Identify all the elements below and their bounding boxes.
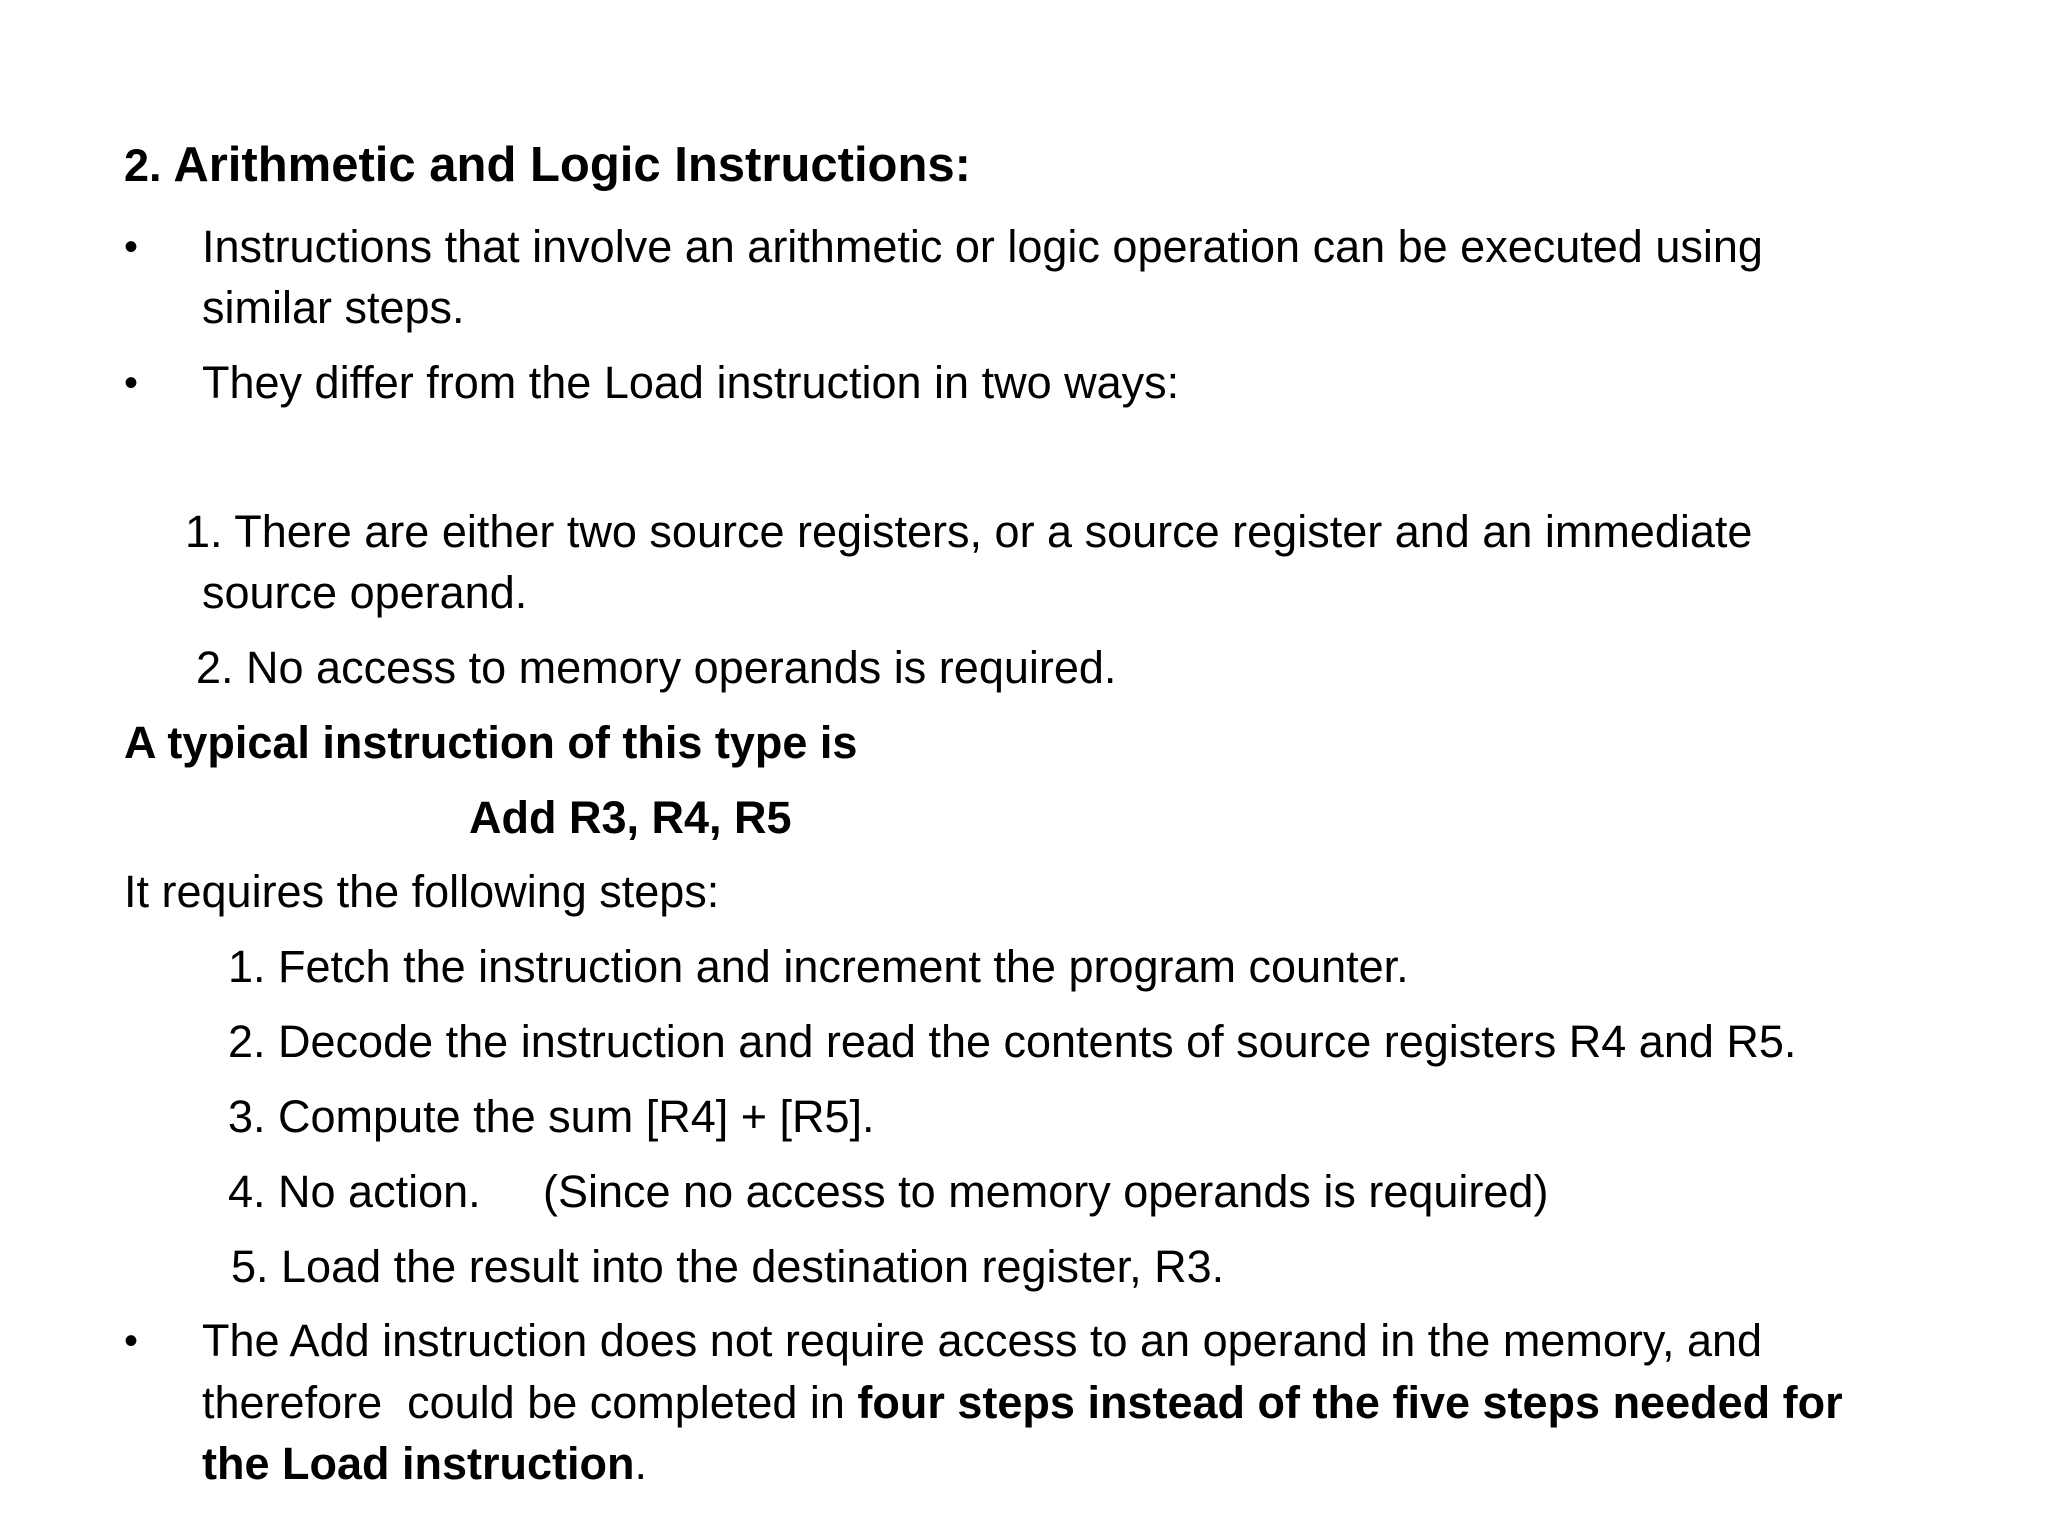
difference-2: 2. No access to memory operands is required.	[196, 642, 1117, 693]
step-2: 2. Decode the instruction and read the contents of source registers R4 and R5.	[228, 1016, 1797, 1067]
step-4-note: (Since no access to memory operands is required)	[543, 1166, 1549, 1217]
bullet-2-symbol: •	[124, 361, 139, 405]
steps-intro: It requires the following steps:	[124, 866, 720, 917]
section-number: 2.	[124, 140, 162, 191]
conclusion-line-2-emphasis: four steps instead of the five steps needed for	[857, 1377, 1843, 1428]
step-5: 5. Load the result into the destination register, R3.	[231, 1241, 1225, 1292]
section-heading	[124, 137, 971, 194]
difference-1-line-2: source operand.	[202, 567, 528, 618]
difference-1-line-1: 1. There are either two source registers, or a source register and an immediate	[185, 506, 1753, 557]
section-title: Arithmetic and Logic Instructions:	[173, 138, 971, 192]
step-3: 3. Compute the sum [R4] + [R5].	[228, 1091, 875, 1142]
conclusion-line-3-emphasis: the Load instruction	[202, 1438, 635, 1489]
step-4: 4. No action.	[228, 1166, 481, 1217]
conclusion-line-3	[202, 1436, 647, 1492]
conclusion-line-1: The Add instruction does not require access to an operand in the memory, and	[202, 1315, 1763, 1366]
example-instruction: Add R3, R4, R5	[469, 792, 792, 843]
conclusion-bullet-symbol: •	[124, 1319, 139, 1363]
bullet-2-line-1: They differ from the Load instruction in two ways:	[202, 357, 1180, 408]
conclusion-line-2	[202, 1375, 1843, 1431]
bullet-1-symbol: •	[124, 225, 139, 269]
conclusion-line-3-suffix: .	[634, 1438, 648, 1489]
bullet-1-line-1: Instructions that involve an arithmetic or logic operation can be executed using	[202, 221, 1763, 272]
step-1: 1. Fetch the instruction and increment the program counter.	[228, 941, 1409, 992]
conclusion-line-2-prefix: therefore could be completed in	[202, 1377, 858, 1428]
bullet-1-line-2: similar steps.	[202, 282, 465, 333]
typical-instruction-label: A typical instruction of this type is	[124, 717, 858, 768]
